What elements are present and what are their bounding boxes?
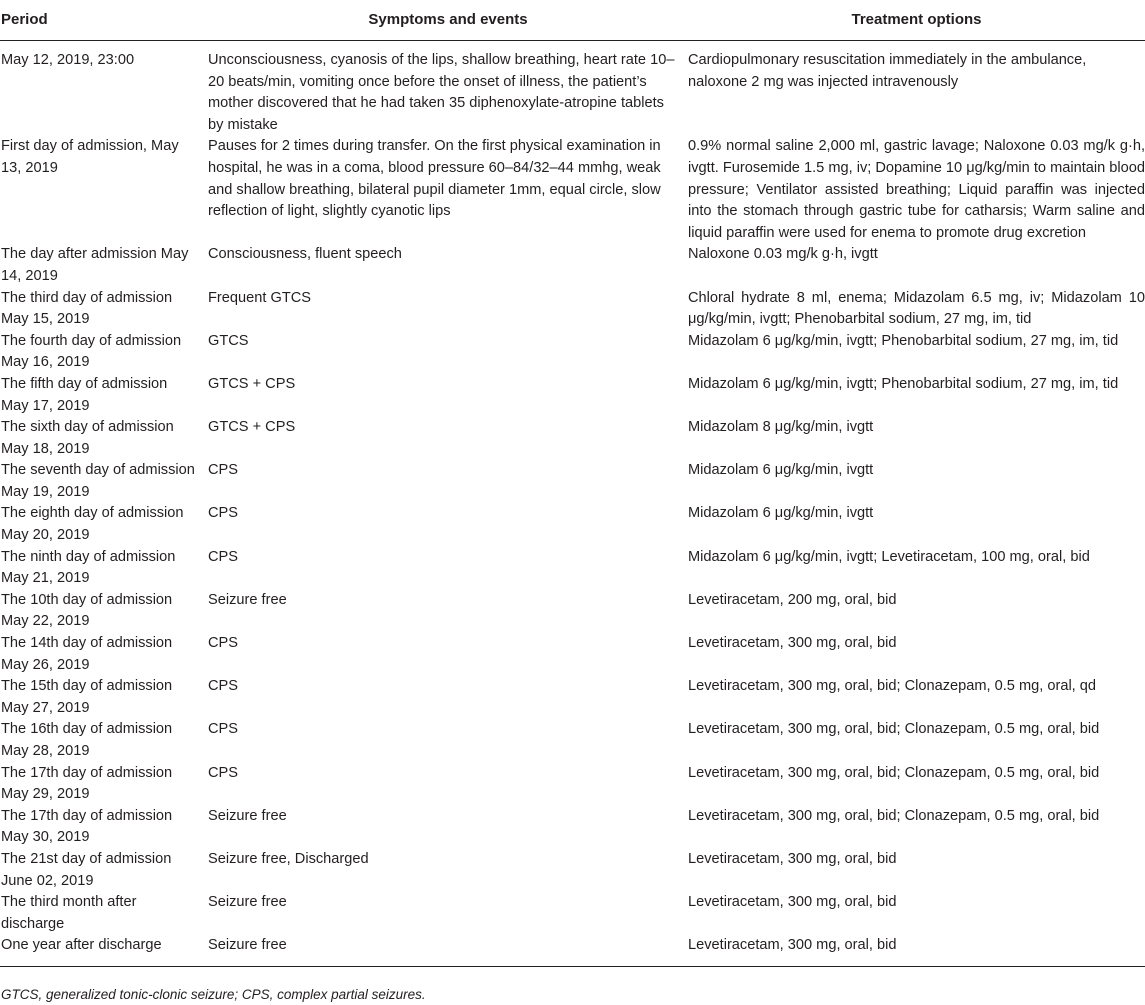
cell-treatment: Levetiracetam, 300 mg, oral, bid; Clonazepam, 0.5 mg, oral, qd bbox=[688, 678, 1097, 695]
cell-treatment: Levetiracetam, 300 mg, oral, bid; Clonazepam, 0.5 mg, oral, bid bbox=[688, 807, 1100, 824]
table-row bbox=[0, 244, 1145, 287]
cell-treatment: Levetiracetam, 300 mg, oral, bid; Clonazepam, 0.5 mg, oral, bid bbox=[688, 764, 1100, 781]
table-row bbox=[0, 719, 1145, 762]
cell-symptoms: CPS bbox=[208, 548, 239, 565]
cell-symptoms: Seizure free bbox=[208, 935, 688, 966]
cell-symptoms: Seizure free, Discharged bbox=[208, 850, 369, 867]
cell-symptoms: GTCS bbox=[208, 332, 249, 349]
cell-treatment: Levetiracetam, 200 mg, oral, bid bbox=[688, 591, 897, 608]
table-row bbox=[0, 417, 1145, 460]
cell-symptoms: Pauses for 2 times during transfer. On the first physical examination in hospital, he was in a coma, blood pressure 60–84/32–44 mmhg, weak and shallow breathing, bilateral pupil diameter 1mm, equal circle, slow reflection of light, slightly cyanotic lips bbox=[208, 138, 661, 220]
cell-symptoms: Seizure free bbox=[208, 894, 287, 911]
table-body bbox=[0, 41, 1145, 967]
table-row bbox=[0, 633, 1145, 676]
cell-symptoms: CPS bbox=[208, 678, 239, 695]
table-row bbox=[0, 331, 1145, 374]
cell-symptoms: CPS bbox=[208, 721, 239, 738]
cell-period: The sixth day of admission May 18, 2019 bbox=[1, 419, 174, 457]
cell-treatment: Levetiracetam, 300 mg, oral, bid bbox=[688, 935, 1145, 966]
cell-period: The 14th day of admission May 26, 2019 bbox=[1, 635, 173, 673]
header-row bbox=[0, 0, 1145, 41]
cell-period: The ninth day of admission May 21, 2019 bbox=[1, 548, 176, 587]
cell-symptoms: CPS bbox=[208, 764, 239, 781]
cell-treatment: Midazolam 6 μg/kg/min, ivgtt; Levetiracetam, 100 mg, oral, bid bbox=[688, 548, 1090, 565]
table-row bbox=[0, 806, 1145, 849]
cell-period: One year after discharge bbox=[0, 935, 208, 966]
cell-period: The third month after discharge bbox=[1, 894, 137, 932]
cell-symptoms: CPS bbox=[208, 505, 239, 522]
table-row bbox=[0, 849, 1145, 892]
cell-symptoms: GTCS + CPS bbox=[208, 375, 296, 392]
cell-symptoms: CPS bbox=[208, 635, 239, 652]
cell-treatment: Cardiopulmonary resuscitation immediately in the ambulance, naloxone 2 mg was injected intravenously bbox=[688, 52, 1087, 90]
table-row bbox=[0, 374, 1145, 417]
cell-treatment: Levetiracetam, 300 mg, oral, bid bbox=[688, 894, 897, 911]
cell-treatment: Midazolam 8 μg/kg/min, ivgtt bbox=[688, 419, 874, 436]
cell-symptoms: Frequent GTCS bbox=[208, 289, 312, 306]
table-row bbox=[0, 460, 1145, 503]
cell-treatment: Chloral hydrate 8 ml, enema; Midazolam 6.5 mg, iv; Midazolam 10 μg/kg/min, ivgtt; Phenobarbital sodium, 27 mg, im, tid bbox=[688, 289, 1145, 328]
cell-period: The 17th day of admission May 30, 2019 bbox=[1, 807, 173, 846]
cell-symptoms: Seizure free bbox=[208, 591, 287, 608]
header-treatment: Treatment options bbox=[688, 0, 1145, 41]
table-header bbox=[0, 0, 1145, 41]
cell-period: The seventh day of admission May 19, 2019 bbox=[1, 462, 195, 500]
cell-period: The 16th day of admission May 28, 2019 bbox=[1, 721, 173, 759]
cell-period: The 15th day of admission May 27, 2019 bbox=[1, 678, 173, 716]
cell-period: The 17th day of admission May 29, 2019 bbox=[1, 764, 173, 803]
table-row bbox=[0, 41, 1145, 137]
header-period: Period bbox=[0, 0, 208, 41]
table-row bbox=[0, 676, 1145, 719]
table-row bbox=[0, 288, 1145, 331]
cell-treatment: 0.9% normal saline 2,000 ml, gastric lavage; Naloxone 0.03 mg/k g·h, ivgtt. Furosemide 1.5 mg, iv; Dopamine 10 μg/kg/min to maintain blood pressure; Ventilator assisted breathing; Liquid paraffin was injected into the stomach through gastric tube for catharsis; Warm saline and liquid paraffin were used for enema to promote drug excretion bbox=[688, 138, 1145, 241]
cell-period: The eighth day of admission May 20, 2019 bbox=[1, 505, 184, 544]
cell-treatment: Midazolam 6 μg/kg/min, ivgtt bbox=[688, 462, 874, 479]
cell-symptoms: GTCS + CPS bbox=[208, 419, 296, 436]
table-row bbox=[0, 503, 1145, 546]
cell-symptoms: Seizure free bbox=[208, 807, 287, 824]
cell-period: The day after admission May 14, 2019 bbox=[1, 246, 189, 284]
cell-treatment: Midazolam 6 μg/kg/min, ivgtt bbox=[688, 505, 874, 522]
cell-symptoms: Consciousness, fluent speech bbox=[208, 246, 402, 263]
table-row bbox=[0, 892, 1145, 935]
cell-symptoms: CPS bbox=[208, 462, 239, 479]
table-row bbox=[0, 590, 1145, 633]
cell-treatment: Midazolam 6 μg/kg/min, ivgtt; Phenobarbital sodium, 27 mg, im, tid bbox=[688, 375, 1119, 392]
cell-period: The 21st day of admission June 02, 2019 bbox=[1, 850, 172, 889]
cell-period: The fourth day of admission May 16, 2019 bbox=[1, 332, 182, 371]
cell-treatment: Naloxone 0.03 mg/k g·h, ivgtt bbox=[688, 246, 878, 263]
table-row bbox=[0, 935, 1145, 966]
cell-period: The 10th day of admission May 22, 2019 bbox=[1, 591, 173, 630]
table-footnote: GTCS, generalized tonic-clonic seizure; CPS, complex partial seizures. bbox=[1, 987, 426, 1002]
cell-treatment: Levetiracetam, 300 mg, oral, bid bbox=[688, 635, 897, 652]
table-row bbox=[0, 763, 1145, 806]
cell-period: The third day of admission May 15, 2019 bbox=[1, 289, 173, 328]
header-symptoms: Symptoms and events bbox=[208, 0, 688, 41]
cell-treatment: Midazolam 6 μg/kg/min, ivgtt; Phenobarbital sodium, 27 mg, im, tid bbox=[688, 332, 1119, 349]
cell-period: First day of admission, May 13, 2019 bbox=[1, 138, 179, 176]
cell-symptoms: Unconsciousness, cyanosis of the lips, shallow breathing, heart rate 10–20 beats/min, vomiting once before the onset of illness, the patient’s mother discovered that he had taken 35 diphenoxylate-atropine tablets by mistake bbox=[208, 52, 675, 133]
table-row bbox=[0, 547, 1145, 590]
cell-period: May 12, 2019, 23:00 bbox=[1, 52, 135, 68]
cell-treatment: Levetiracetam, 300 mg, oral, bid; Clonazepam, 0.5 mg, oral, bid bbox=[688, 721, 1100, 738]
table-row bbox=[0, 136, 1145, 244]
cell-period: The fifth day of admission May 17, 2019 bbox=[1, 375, 168, 414]
cell-treatment: Levetiracetam, 300 mg, oral, bid bbox=[688, 850, 897, 867]
